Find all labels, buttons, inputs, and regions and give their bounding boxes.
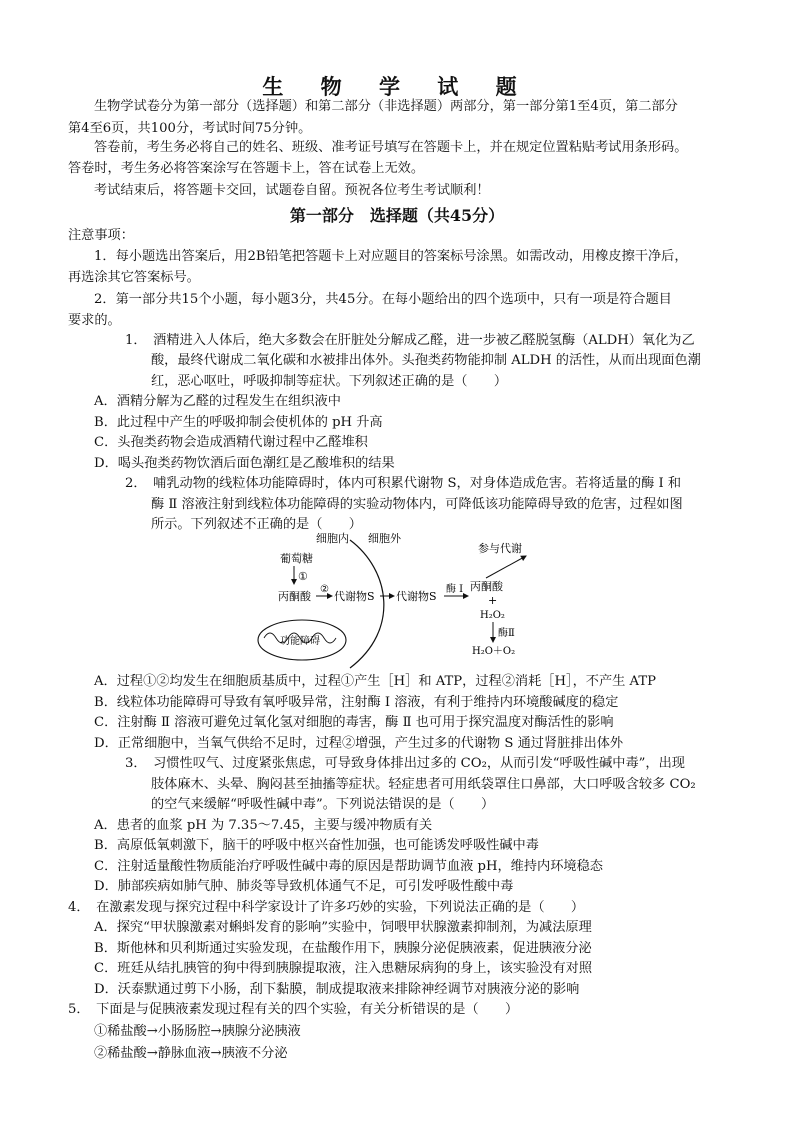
q2-stem: 酶 Ⅱ 溶液注射到线粒体功能障碍的实验动物体内，可降低该功能障碍导致的危害，过程如图 — [151, 497, 683, 512]
label-pyruvate2: 丙酮酸 — [470, 580, 503, 593]
note-line: 2．第一部分共15个小题，每小题3分，共45分。在每小题给出的四个选项中，只有一项是符合题目 — [94, 292, 672, 307]
q2-option-d: D．正常细胞中，当氧气供给不足时，过程②增强，产生过多的代谢物 S 通过肾脏排出体外 — [94, 736, 624, 751]
label-inside: 细胞内 — [316, 532, 349, 545]
label-outside: 细胞外 — [368, 532, 401, 545]
note-line: 1．每小题选出答案后，用2B铅笔把答题卡上对应题目的答案标号涂黑。如需改动，用橡皮擦干净后， — [94, 249, 688, 264]
intro-line: 生物学试卷分为第一部分（选择题）和第二部分（非选择题）两部分，第一部分第1至4页，第二部分 — [94, 99, 678, 114]
label-plus: + — [488, 594, 498, 607]
q5-item: ②稀盐酸→静脉血液→胰液不分泌 — [94, 1046, 288, 1061]
q2-option-b: B．线粒体功能障碍可导致有氧呼吸异常，注射酶 Ⅰ 溶液，有利于维持内环境酸碱度的稳定 — [94, 695, 619, 710]
label-metabolite-out: 代谢物S — [396, 590, 437, 603]
note-line: 再选涂其它答案标号。 — [68, 270, 200, 285]
label-enzyme1: 酶 Ⅰ — [446, 584, 464, 595]
q3-option-d: D．肺部疾病如肺气肿、肺炎等导致机体通气不足，可引发呼吸性酸中毒 — [94, 879, 514, 894]
label-step2: ② — [320, 584, 329, 595]
q2-stem: 2． 哺乳动物的线粒体功能障碍时，体内可积累代谢物 S，对身体造成危害。若将适量的酶 Ⅰ 和 — [125, 476, 682, 491]
label-glucose: 葡萄糖 — [280, 552, 313, 565]
label-step1: ① — [298, 570, 308, 583]
q3-stem: 3． 习惯性叹气、过度紧张焦虑，可导致身体排出过多的 CO₂，从而引发“呼吸性碱中毒”，出现 — [125, 756, 685, 771]
cell-membrane — [350, 540, 384, 668]
intro-line: 答卷前，考生务必将自己的姓名、班级、准考证号填写在答题卡上，并在规定位置粘贴考试用条形码。 — [94, 140, 688, 155]
q1-stem: 1． 酒精进入人体后，绝大多数会在肝脏处分解成乙醛，进一步被乙醛脱氢酶（ALDH）氧化为乙 — [125, 333, 695, 348]
label-enzyme2: 酶Ⅱ — [498, 628, 515, 639]
arrow-metabolism — [486, 556, 526, 578]
q1-option-c: C．头孢类药物会造成酒精代谢过程中乙醛堆积 — [94, 435, 368, 450]
intro-line: 第4至6页，共100分，考试时间75分钟。 — [68, 121, 312, 136]
q3-option-b: B．高原低氧刺激下，脑干的呼吸中枢兴奋性加强，也可能诱发呼吸性碱中毒 — [94, 838, 539, 853]
q2-stem: 所示。下列叙述不正确的是（ ） — [151, 517, 362, 532]
label-mito: 功能障碍 — [280, 636, 320, 647]
q2-option-a: A．过程①②均发生在细胞质基质中，过程①产生［H］和 ATP，过程②消耗［H］，不产生 ATP — [94, 674, 656, 689]
q1-option-a: A．酒精分解为乙醛的过程发生在组织液中 — [94, 394, 341, 409]
intro-line: 答卷时，考生务必将答案涂写在答题卡上，答在试卷上无效。 — [68, 161, 425, 176]
label-products: H₂O＋O₂ — [472, 646, 516, 657]
q4-option-a: A．探究“甲状腺激素对蝌蚪发育的影响”实验中，饲喂甲状腺激素抑制剂，为减法原理 — [94, 920, 592, 935]
q2-diagram — [240, 530, 560, 675]
part-title: 第一部分 选择题（共45分） — [289, 206, 505, 225]
q5-stem: 5． 下面是与促胰液素发现过程有关的四个实验，有关分析错误的是（ ） — [68, 1002, 519, 1017]
q3-stem: 的空气来缓解“呼吸性碱中毒”。下列说法错误的是（ ） — [151, 797, 495, 812]
q2-option-c: C．注射酶 Ⅱ 溶液可避免过氧化氢对细胞的毒害，酶 Ⅱ 也可用于探究温度对酶活性的影响 — [94, 715, 614, 730]
q4-option-c: C．班廷从结扎胰管的狗中得到胰腺提取液，注入患糖尿病狗的身上，该实验没有对照 — [94, 961, 593, 976]
label-h2o2: H₂O₂ — [480, 610, 505, 621]
label-metabolite-in: 代谢物S — [334, 590, 375, 603]
q4-option-d: D．沃泰默通过剪下小肠，刮下黏膜，制成提取液来排除神经调节对胰液分泌的影响 — [94, 982, 580, 997]
q1-stem: 酸，最终代谢成二氧化碳和水被排出体外。头孢类药物能抑制 ALDH 的活性，从而出现面色潮 — [151, 353, 701, 368]
q5-item: ①稀盐酸→小肠肠腔→胰腺分泌胰液 — [94, 1024, 301, 1039]
intro-line: 考试结束后，将答题卡交回，试题卷自留。预祝各位考生考试顺利！ — [94, 183, 490, 198]
label-pyruvate: 丙酮酸 — [278, 590, 311, 603]
page-title: 生 物 学 试 题 — [262, 74, 532, 99]
label-metabolism: 参与代谢 — [478, 542, 522, 555]
q3-stem: 肢体麻木、头晕、胸闷甚至抽搐等症状。轻症患者可用纸袋罩住口鼻部，大口呼吸含较多 CO₂ — [151, 777, 696, 792]
q1-option-d: D．喝头孢类药物饮酒后面色潮红是乙酸堆积的结果 — [94, 456, 395, 471]
notes-heading: 注意事项： — [68, 228, 134, 243]
q4-stem: 4． 在激素发现与探究过程中科学家设计了许多巧妙的实验，下列说法正确的是（ ） — [68, 900, 585, 915]
note-line: 要求的。 — [68, 313, 121, 328]
q3-option-c: C．注射适量酸性物质能治疗呼吸性碱中毒的原因是帮助调节血液 pH，维持内环境稳态 — [94, 859, 603, 874]
q3-option-a: A．患者的血浆 pH 为 7.35～7.45，主要与缓冲物质有关 — [94, 818, 433, 833]
q1-option-b: B．此过程中产生的呼吸抑制会使机体的 pH 升高 — [94, 415, 383, 430]
q1-stem: 红，恶心呕吐，呼吸抑制等症状。下列叙述正确的是（ ） — [151, 374, 508, 389]
q4-option-b: B．斯他林和贝利斯通过实验发现，在盐酸作用下，胰腺分泌促胰液素，促进胰液分泌 — [94, 941, 592, 956]
